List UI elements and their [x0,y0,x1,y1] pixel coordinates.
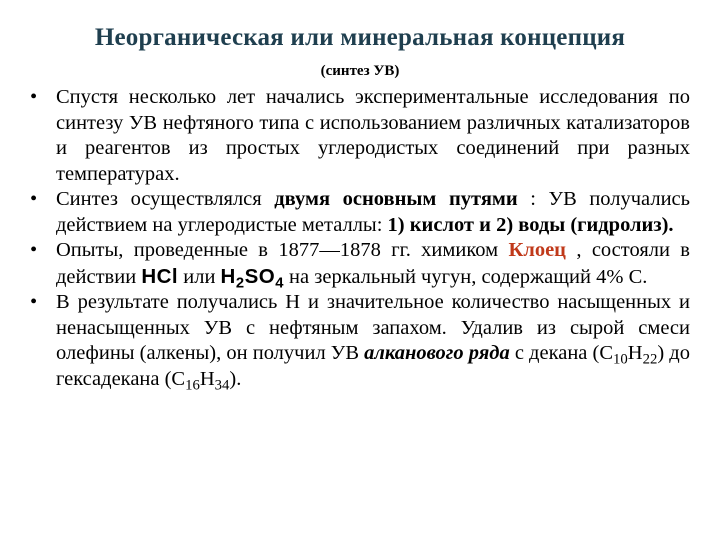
formula-h: H [220,264,236,288]
bullet-text: Спустя несколько лет начались экспериментальные исследования по синтезу УВ нефтяного типа с использованием различных катализаторов и реагентов из простых углеродистых соединений при разных температурах. [56,86,690,185]
bullet-text: с декана (С [509,342,614,364]
formula-subscript: 10 [613,351,628,368]
formula-subscript: 34 [214,376,230,393]
bullet-text: ). [229,367,242,390]
bullet-text: , состояли в действии [56,239,690,288]
bullet-text: Опыты, проведенные в 1877—1878 гг. химиком [56,239,509,261]
slide-title: Неорганическая или минеральная концепция [94,24,626,51]
bullet-item-3 [30,238,690,290]
bullet-text: на зеркальный чугун, содержащий 4% С. [283,265,648,288]
formula-hcl: HCl [141,264,179,288]
bullet-dot-icon: • [30,291,38,313]
bullet-dot-icon: • [30,188,38,210]
formula-subscript: 22 [642,351,658,368]
bullet-text: Н [627,342,643,364]
bullet-text: : УВ получались действием на углеродистые металлы: [56,188,690,236]
formula-subscript: 16 [185,376,200,393]
formula-h-subscript: 2 [235,274,245,291]
bullet-item-1 [30,85,690,187]
bullet-dot-icon: • [30,86,38,108]
formula-so-subscript: 4 [275,274,284,291]
formula-so: SO [244,264,276,288]
bullet-text: Синтез осуществлялся [56,188,275,210]
bullet-text: или [178,265,221,288]
bullet-bold-italic-text: алканового ряда [364,342,510,364]
bullet-list [30,85,690,392]
bullet-text: ) до гексадекана (С [56,342,690,390]
bullet-dot-icon: • [30,239,38,261]
bullet-bold-text: двумя основным путями [274,188,518,210]
chemist-name: Клоец [508,239,566,261]
bullet-bold-text: 1) кислот и 2) воды (гидролиз). [387,213,674,236]
bullet-text: В результате получались Н и значительное количество насыщенных и ненасыщенных УВ с нефтяным запахом. Удалив из сырой смеси олефины (алкены), он получил УВ [56,291,690,364]
bullet-item-2 [30,187,690,238]
slide-subtitle: (синтез УВ) [320,63,400,79]
bullet-item-4 [30,290,690,392]
bullet-text: Н [199,367,215,390]
